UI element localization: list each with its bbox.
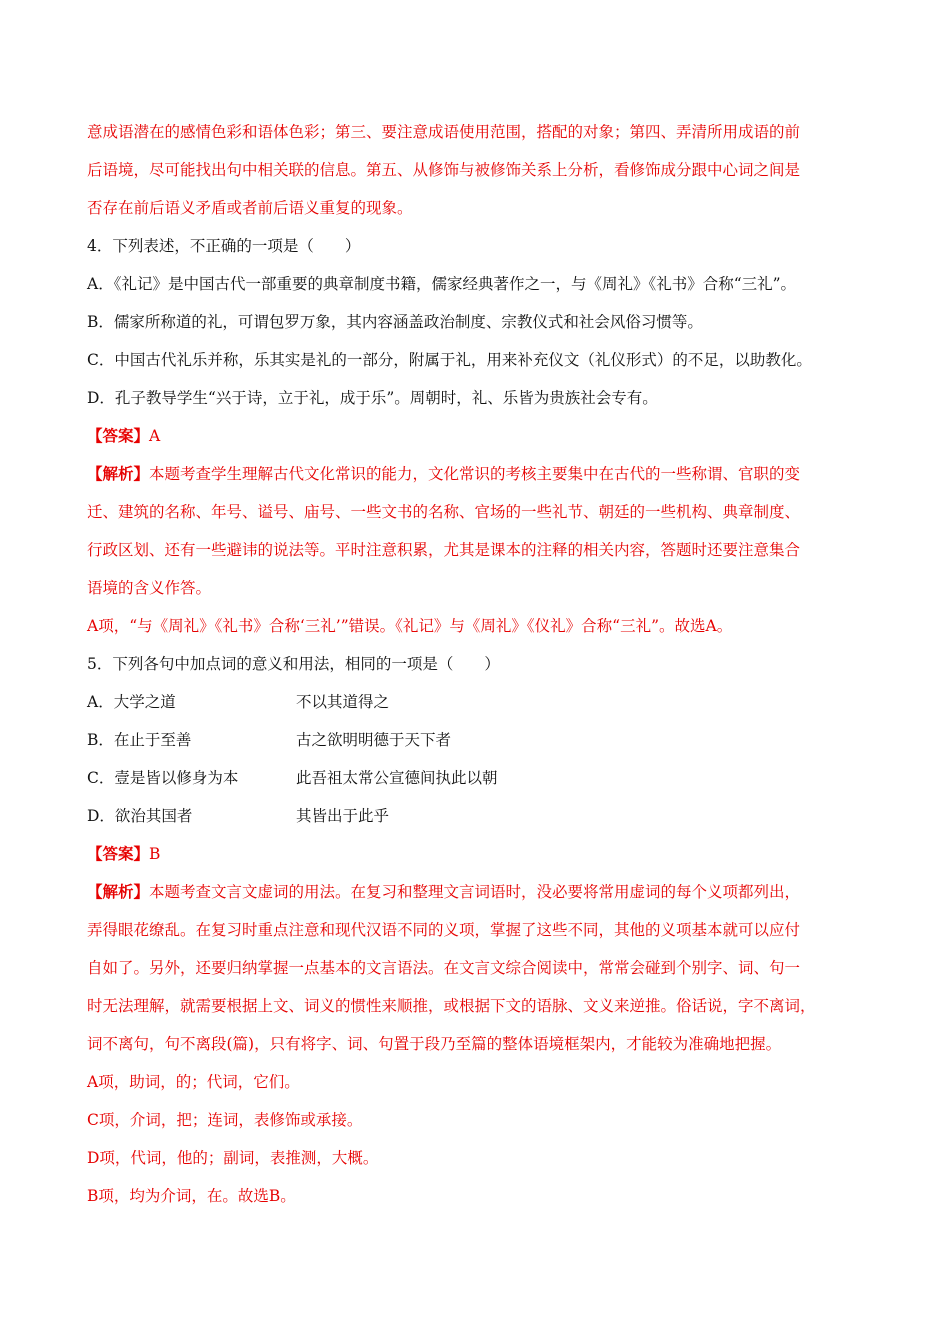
q5-option-b bbox=[87, 729, 787, 751]
option-right: 不以其道得之 bbox=[296, 693, 390, 711]
q5-stem: 5．下列各句中加点词的意义和用法，相同的一项是（ ） bbox=[87, 655, 500, 673]
q4-option-b: B．儒家所称道的礼，可谓包罗万象，其内容涵盖政治制度、宗教仪式和社会风俗习惯等。 bbox=[87, 313, 703, 331]
q4-option-a: A．《礼记》是中国古代一部重要的典章制度书籍，儒家经典著作之一，与《周礼》《礼书》合称“三礼”。 bbox=[87, 275, 797, 293]
option-left: B．在止于至善 bbox=[87, 731, 192, 749]
option-right: 此吾祖太常公宣德间执此以朝 bbox=[296, 769, 498, 787]
prev-analysis-line: 后语境，尽可能找出句中相关联的信息。第五、从修饰与被修饰关系上分析，看修饰成分跟中心词之间是 bbox=[87, 161, 801, 179]
q5-answer bbox=[87, 843, 160, 865]
q4-option-c: C．中国古代礼乐并称，乐其实是礼的一部分，附属于礼，用来补充仪文（礼仪形式）的不足，以助教化。 bbox=[87, 351, 812, 369]
analysis-tag: 【解析】 bbox=[87, 882, 150, 901]
q4-explanation: A项，“与《周礼》《礼书》合称‘三礼’”错误。《礼记》与《周礼》《仪礼》合称“三礼”。故选A。 bbox=[87, 617, 733, 635]
q5-analysis-line: 词不离句，句不离段(篇)，只有将字、词、句置于段乃至篇的整体语境框架内，才能较为准确地把握。 bbox=[87, 1035, 782, 1053]
q4-analysis-line: 语境的含义作答。 bbox=[87, 579, 212, 597]
q5-analysis-line: 自如了。另外，还要归纳掌握一点基本的文言语法。在文言文综合阅读中，常常会碰到个别字、词、句一 bbox=[87, 959, 801, 977]
q5-option-a bbox=[87, 691, 787, 713]
prev-analysis-line: 意成语潜在的感情色彩和语体色彩；第三、要注意成语使用范围，搭配的对象；第四、弄清所用成语的前 bbox=[87, 123, 801, 141]
q5-analysis-line: 弄得眼花缭乱。在复习时重点注意和现代汉语不同的义项，掌握了这些不同，其他的义项基本就可以应付 bbox=[87, 921, 801, 939]
option-left: D．欲治其国者 bbox=[87, 807, 193, 825]
answer-tag: 【答案】 bbox=[87, 844, 150, 863]
answer-value: B bbox=[149, 845, 161, 863]
q5-explanation: D项，代词，他的；副词，表推测，大概。 bbox=[87, 1149, 379, 1167]
q4-answer bbox=[87, 425, 160, 447]
answer-tag: 【答案】 bbox=[87, 426, 150, 445]
q4-option-d: D．孔子教导学生“兴于诗，立于礼，成于乐”。周朝时，礼、乐皆为贵族社会专有。 bbox=[87, 389, 658, 407]
analysis-tag: 【解析】 bbox=[87, 464, 150, 483]
option-right: 古之欲明明德于天下者 bbox=[296, 731, 452, 749]
option-left: C．壹是皆以修身为本 bbox=[87, 769, 239, 787]
q4-analysis-line: 行政区划、还有一些避讳的说法等。平时注意积累，尤其是课本的注释的相关内容，答题时还要注意集合 bbox=[87, 541, 801, 559]
analysis-text: 本题考查学生理解古代文化常识的能力，文化常识的考核主要集中在古代的一些称谓、官职的变 bbox=[149, 465, 801, 483]
option-left: A．大学之道 bbox=[87, 693, 176, 711]
q5-option-d bbox=[87, 805, 787, 827]
answer-value: A bbox=[149, 427, 161, 445]
q4-stem: 4．下列表述，不正确的一项是（ ） bbox=[87, 237, 361, 255]
q5-analysis bbox=[87, 881, 800, 903]
q5-explanation: B项，均为介词，在。故选B。 bbox=[87, 1187, 296, 1205]
analysis-text: 本题考查文言文虚词的用法。在复习和整理文言词语时，没必要将常用虚词的每个义项都列出， bbox=[149, 883, 801, 901]
q5-option-c bbox=[87, 767, 787, 789]
q5-analysis-line: 时无法理解，就需要根据上文、词义的惯性来顺推，或根据下文的语脉、文义来逆推。俗话说，字不离词， bbox=[87, 997, 816, 1015]
option-right: 其皆出于此乎 bbox=[296, 807, 390, 825]
q4-analysis-line: 迁、建筑的名称、年号、谥号、庙号、一些文书的名称、官场的一些礼节、朝廷的一些机构、典章制度、 bbox=[87, 503, 801, 521]
q5-explanation: C项，介词，把；连词，表修饰或承接。 bbox=[87, 1111, 363, 1129]
prev-analysis-line: 否存在前后语义矛盾或者前后语义重复的现象。 bbox=[87, 199, 413, 217]
q4-analysis bbox=[87, 463, 800, 485]
q5-explanation: A项，助词，的；代词，它们。 bbox=[87, 1073, 300, 1091]
